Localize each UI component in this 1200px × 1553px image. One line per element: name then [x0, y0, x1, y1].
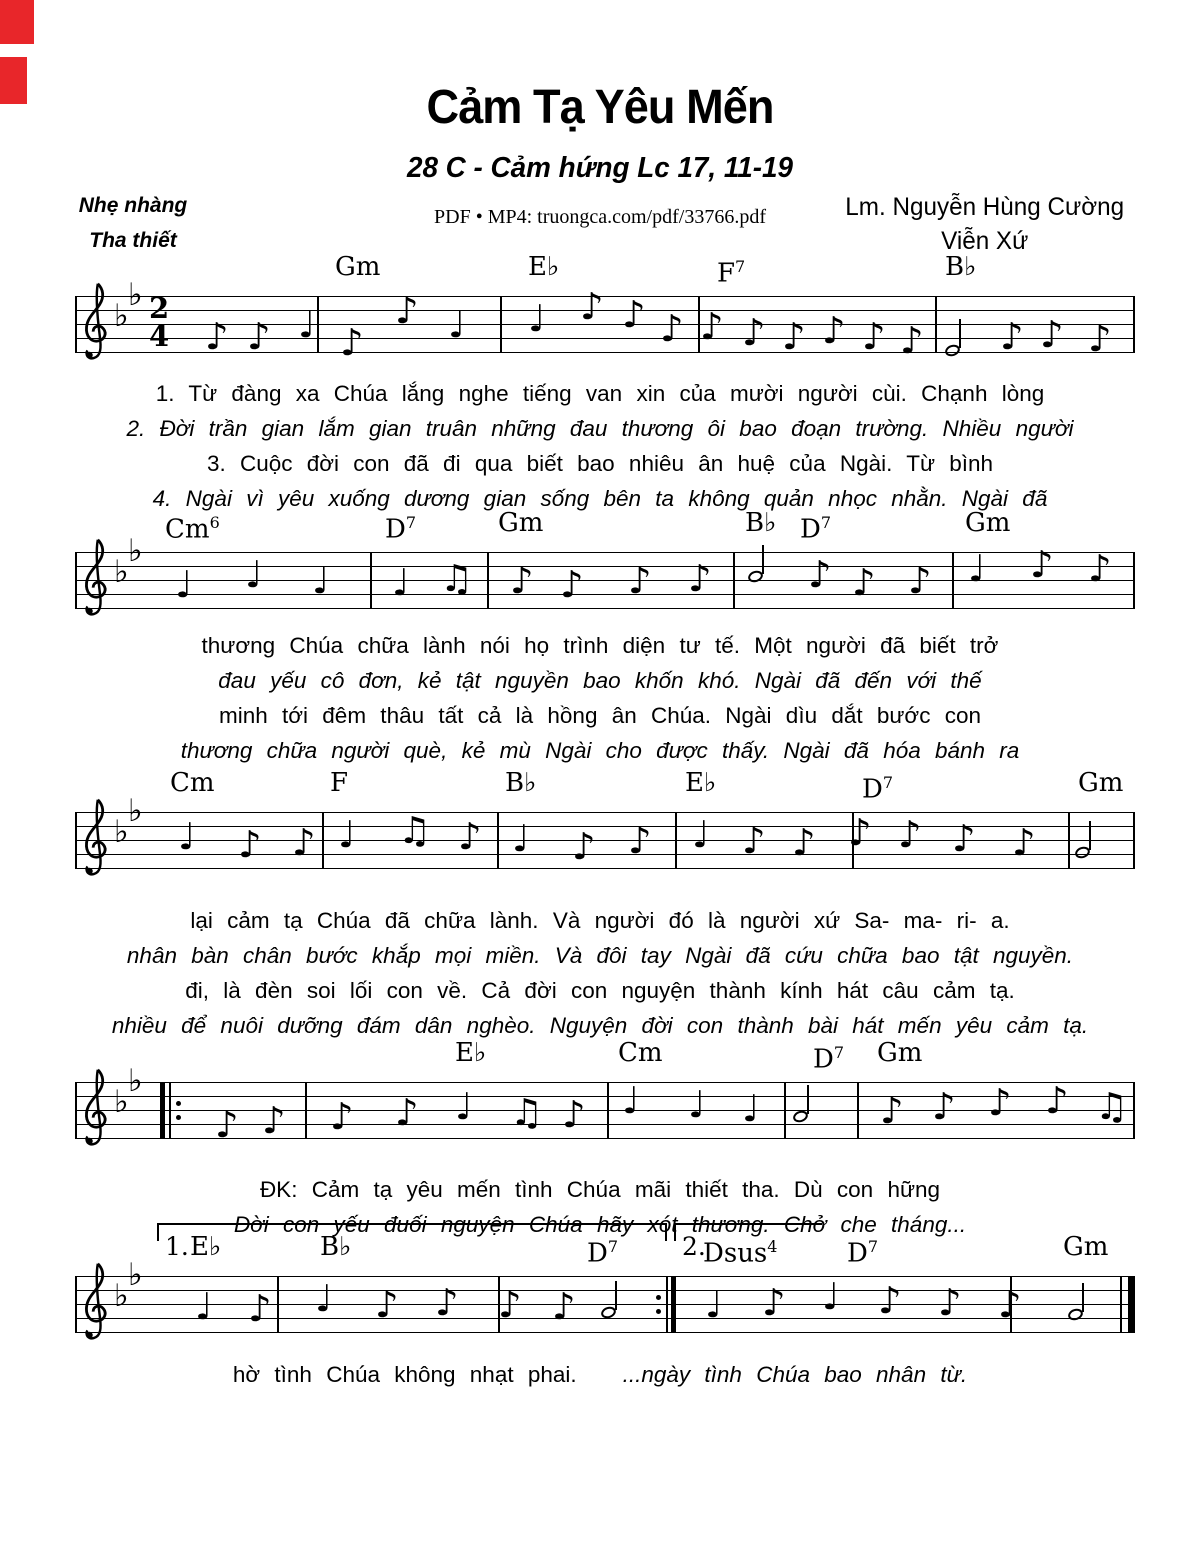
note-icon: ♩ [195, 1285, 213, 1328]
barline [733, 552, 735, 609]
chord-extension: 7 [833, 1043, 845, 1062]
barline [75, 1082, 77, 1139]
arranger-name: Viễn Xứ [940, 227, 1028, 255]
chord-root: D [847, 1238, 868, 1269]
note-icon: ♪ [848, 811, 872, 854]
chord-root: D [862, 774, 883, 805]
note-icon: ♪ [580, 285, 604, 328]
lyric-block [70, 903, 1130, 1043]
note-icon: ♩ [822, 1275, 840, 1318]
note-icon: ♪ [822, 309, 846, 352]
barline [75, 812, 77, 869]
note-icon: ♪ [375, 1283, 399, 1326]
chord-label [685, 770, 716, 796]
note-icon: ♪ [560, 563, 584, 606]
chord-label [505, 770, 536, 796]
chord-root: B♭ [945, 252, 977, 282]
chord-label [618, 1040, 663, 1066]
flat-sign-icon: ♭ [114, 554, 129, 590]
barline [75, 1276, 77, 1333]
chord-root: D [587, 1238, 608, 1269]
note-icon: ♪ [628, 819, 652, 862]
note-icon: ♩ [315, 1277, 333, 1320]
chord-root: E♭ [685, 768, 717, 798]
repeat-dot [176, 1115, 181, 1120]
lyric-block [70, 628, 1130, 768]
treble-clef-icon [78, 1259, 112, 1353]
note-icon: ♩ [705, 1283, 723, 1326]
note-icon: ♪ [852, 561, 876, 604]
staff-line [75, 608, 1135, 609]
chord-root: B♭ [320, 1232, 352, 1262]
treble-clef-icon [78, 279, 112, 373]
note-icon: ♩ [448, 303, 466, 346]
note-icon: ♪ [395, 289, 419, 332]
note-icon: ♩ [455, 1085, 473, 1128]
note-icon: ♪ [862, 315, 886, 358]
note-icon: ♪ [938, 1281, 962, 1324]
barline [675, 812, 677, 869]
note-icon: ♩ [245, 553, 263, 596]
chord-extension: 7 [820, 513, 832, 532]
barline [305, 1082, 307, 1139]
page-title: Cảm Tạ Yêu Mến [426, 81, 774, 134]
volta-label: 1. [165, 1232, 189, 1261]
note-icon: ♩ [298, 303, 316, 346]
repeat-dot [656, 1309, 661, 1314]
half-note-icon [1068, 1309, 1083, 1320]
note-icon: ♪ [292, 821, 316, 864]
note-icon: ♪ [808, 553, 832, 596]
chord-root: Gm [1078, 768, 1124, 798]
barline [75, 296, 77, 353]
chord-root: F [717, 258, 736, 289]
note-icon: ♪ [247, 315, 271, 358]
staff-system [0, 1038, 1200, 1146]
note-icon: ♩ [512, 817, 530, 860]
staff-line [75, 594, 1135, 595]
staff-line [75, 296, 1135, 297]
tempo-marking [68, 188, 198, 258]
final-barline [1120, 1276, 1122, 1333]
chord-extension: 7 [607, 1237, 619, 1256]
note-icon: ♩ [968, 547, 986, 590]
lyric-block [70, 1172, 1130, 1242]
chord-extension: 7 [882, 773, 894, 792]
chord-root: B♭ [745, 508, 777, 538]
lyric-line: minh tới đêm thâu tất cả là hồng ân Chúa. Ngài dìu dắt bước con [219, 703, 981, 728]
chord-extension: 4 [767, 1237, 778, 1256]
chord-label [1078, 770, 1123, 796]
staff-line [75, 338, 1135, 339]
note-icon: ♪ [1000, 315, 1024, 358]
composer-credit [845, 190, 1124, 258]
page-subtitle: 28 C - Cảm hứng Lc 17, 11-19 [406, 152, 794, 184]
note-icon: ♪ [572, 825, 596, 868]
note-icon: ♪ [622, 293, 646, 336]
half-note-icon [945, 345, 960, 356]
flat-sign-icon: ♭ [114, 1278, 129, 1314]
half-note-icon [601, 1307, 616, 1318]
note-icon: ♫ [1095, 1085, 1129, 1128]
note-icon: ♪ [330, 1095, 354, 1138]
note-icon: ♩ [688, 1083, 706, 1126]
flat-sign-icon: ♭ [114, 1084, 129, 1120]
lyric-line: thương Chúa chữa lành nói họ trình diện tư tế. Một người đã biết trở [201, 633, 999, 658]
lyric-line: 1. Từ đàng xa Chúa lắng nghe tiếng van xin của mười người cùi. Chạnh lòng [155, 381, 1045, 406]
note-icon: ♩ [338, 813, 356, 856]
barline [857, 1082, 859, 1139]
note-icon: ♪ [998, 1283, 1022, 1326]
note-icon: ♪ [932, 1085, 956, 1128]
barline [487, 552, 489, 609]
lyric-line: nhiều để nuôi dưỡng đám dân nghèo. Nguyện đời con thành bài hát mến yêu cảm tạ. [111, 1013, 1089, 1038]
repeat-dot [656, 1295, 661, 1300]
chord-extension: 7 [735, 257, 746, 276]
staff-line [75, 812, 1135, 813]
note-icon: ♪ [1012, 821, 1036, 864]
barline [317, 296, 319, 353]
staff-line [75, 1276, 1135, 1277]
chord-root: Gm [335, 252, 381, 282]
half-note-icon [748, 571, 763, 582]
lyric-line: đau yếu cô đơn, kẻ tật nguyền bao khốn khó. Ngài đã đến với thế [218, 668, 982, 693]
staff-line [75, 1290, 1135, 1291]
note-icon: ♪ [238, 823, 262, 866]
note-icon: ♩ [178, 815, 196, 858]
note-icon: ♩ [692, 813, 710, 856]
lyric-line: Đời con yếu đuối nguyện Chúa hãy xót thương. Chở che tháng... [233, 1212, 967, 1237]
barline [277, 1276, 279, 1333]
note-icon: ♪ [1088, 547, 1112, 590]
note-icon: ♪ [435, 1281, 459, 1324]
source-link-text: PDF • MP4: truongca.com/pdf/33766.pdf [434, 206, 766, 228]
barline [75, 552, 77, 609]
chord-root: B♭ [505, 768, 537, 798]
barline [370, 552, 372, 609]
barline [1133, 812, 1135, 869]
flat-sign-icon: ♭ [114, 814, 129, 850]
chord-extension: 7 [867, 1237, 879, 1256]
chord-label [813, 1040, 844, 1073]
end-repeat-thick-bar [671, 1276, 676, 1333]
barline [500, 296, 502, 353]
composer-name: Lm. Nguyễn Hùng Cường [844, 193, 1124, 221]
barline [1133, 1082, 1135, 1139]
chord-root: E♭ [528, 252, 560, 282]
barline [1133, 552, 1135, 609]
chord-label [945, 254, 976, 280]
barline [322, 812, 324, 869]
chord-root: Dsus [703, 1238, 768, 1269]
chord-label [330, 770, 348, 796]
final-thick-bar [1128, 1276, 1135, 1333]
lyric-line [70, 1356, 1130, 1394]
treble-clef-icon [78, 795, 112, 889]
note-icon: ♪ [395, 1091, 419, 1134]
note-icon: ♪ [762, 1281, 786, 1324]
note-icon: ♪ [262, 1099, 286, 1142]
barline [607, 1082, 609, 1139]
chord-root: Gm [1063, 1232, 1109, 1262]
flat-sign-icon: ♭ [128, 1063, 143, 1099]
lyric-line: lại cảm tạ Chúa đã chữa lành. Và người đó là người xứ Sa- ma- ri- a. [190, 908, 1010, 933]
note-icon: ♪ [205, 315, 229, 358]
chord-label [528, 254, 559, 280]
note-icon: ♪ [688, 557, 712, 600]
note-icon: ♪ [215, 1103, 239, 1146]
time-signature: 2 [149, 291, 170, 325]
staff-system [0, 508, 1200, 608]
staff-system [0, 252, 1200, 364]
barline [784, 1082, 786, 1139]
barline [1133, 296, 1135, 353]
barline [169, 1082, 171, 1139]
staff-line [75, 840, 1135, 841]
staff-line [75, 1332, 1135, 1333]
note-icon: ♪ [458, 815, 482, 858]
chord-root: Cm [618, 1038, 663, 1068]
staff-system [0, 768, 1200, 868]
note-icon: ♩ [622, 1079, 640, 1122]
barline [497, 812, 499, 869]
volta-label: 2. [682, 1232, 706, 1261]
chord-label [335, 254, 380, 280]
note-icon: ♪ [900, 319, 924, 362]
chord-label [170, 770, 215, 796]
lyric-block [70, 376, 1130, 516]
note-icon: ♪ [1088, 317, 1112, 360]
note-icon: ♪ [628, 559, 652, 602]
lyric-block [70, 1356, 1130, 1394]
lyric-line: nhân bàn chân bước khắp mọi miền. Và đôi tay Ngài đã cứu chữa bao tật nguyền. [126, 943, 1074, 968]
note-icon: ♪ [1030, 543, 1054, 586]
chord-extension: 7 [405, 513, 417, 532]
staff-line [75, 1096, 1135, 1097]
note-icon: ♩ [742, 1087, 760, 1130]
chord-root: Gm [965, 508, 1011, 538]
note-icon: ♫ [440, 557, 474, 600]
staff-line [75, 826, 1135, 827]
note-icon: ♪ [792, 821, 816, 864]
note-icon: ♪ [742, 311, 766, 354]
lyric-text: hờ tình Chúa không nhạt phai. [232, 1362, 577, 1387]
staff-line [75, 352, 1135, 353]
staff-line [75, 1304, 1135, 1305]
chord-label [877, 1040, 922, 1066]
staff-line [75, 854, 1135, 855]
staff-line [75, 1082, 1135, 1083]
note-icon: ♪ [880, 1089, 904, 1132]
note-icon: ♪ [952, 817, 976, 860]
note-icon: ♪ [1045, 1079, 1069, 1122]
lyric-text: ...ngày tình Chúa bao nhân từ. [622, 1362, 968, 1387]
note-icon: ♪ [510, 559, 534, 602]
note-icon: ♪ [908, 559, 932, 602]
note-icon: ♪ [552, 1285, 576, 1328]
repeat-dot [176, 1101, 181, 1106]
chord-root: D [385, 514, 406, 545]
lyric-line: ĐK: Cảm tạ yêu mến tình Chúa mãi thiết tha. Dù con hững [259, 1177, 941, 1202]
chord-root: Cm [165, 514, 210, 545]
note-icon: ♩ [312, 559, 330, 602]
time-signature: 4 [149, 319, 170, 353]
staff-line [75, 324, 1135, 325]
lyric-line: đi, là đèn soi lối con về. Cả đời con nguyện thành kính hát câu cảm tạ. [185, 978, 1015, 1003]
chord-root: Gm [877, 1038, 923, 1068]
note-icon: ♪ [782, 315, 806, 358]
chord-label [717, 254, 745, 287]
note-icon: ♩ [175, 563, 193, 606]
barline [935, 296, 937, 353]
chord-root: F [330, 768, 349, 798]
end-repeat-barline [666, 1276, 668, 1333]
lyric-line: 2. Đời trần gian lắm gian truân những đau thương ôi bao đoạn trường. Nhiều người [126, 416, 1074, 441]
note-icon: ♪ [742, 819, 766, 862]
treble-clef-icon [78, 1065, 112, 1159]
note-icon: ♪ [700, 305, 724, 348]
treble-clef-icon [78, 535, 112, 629]
flat-sign-icon: ♭ [128, 793, 143, 829]
chord-root: E♭ [190, 1232, 222, 1262]
note-icon: ♫ [398, 809, 432, 852]
flat-sign-icon: ♭ [128, 277, 143, 313]
flat-sign-icon: ♭ [128, 533, 143, 569]
chord-root: D [813, 1044, 834, 1075]
note-icon: ♪ [562, 1093, 586, 1136]
barline [1068, 812, 1070, 869]
chord-label [455, 1040, 486, 1066]
note-icon: ♪ [878, 1279, 902, 1322]
lyric-line: thương chữa người què, kẻ mù Ngài cho được thấy. Ngài đã hóa bánh ra [180, 738, 1020, 763]
lyric-line: 3. Cuộc đời con đã đi qua biết bao nhiêu ân huệ của Ngài. Từ bình [206, 451, 994, 476]
chord-extension: 6 [209, 513, 220, 532]
note-icon: ♪ [340, 321, 364, 364]
chord-root: Cm [170, 768, 215, 798]
note-icon: ♩ [528, 297, 546, 340]
staff-line [75, 868, 1135, 869]
chord-root: D [800, 514, 821, 545]
flat-sign-icon: ♭ [128, 1257, 143, 1293]
tempo-line-2: Tha thiết [89, 229, 177, 252]
note-icon: ♫ [510, 1091, 544, 1134]
flat-sign-icon: ♭ [114, 298, 129, 334]
note-icon: ♪ [498, 1283, 522, 1326]
note-icon: ♪ [988, 1081, 1012, 1124]
note-icon: ♪ [898, 813, 922, 856]
note-icon: ♩ [392, 561, 410, 604]
red-corner-mark [0, 57, 27, 104]
note-icon: ♪ [660, 307, 684, 350]
chord-root: Gm [498, 508, 544, 538]
chord-label [862, 770, 893, 803]
staff-system [0, 1232, 1200, 1332]
lyric-line: 4. Ngài vì yêu xuống dương gian sống bên ta không quản nhọc nhằn. Ngài đã [152, 486, 1048, 511]
barline [952, 552, 954, 609]
staff-line [75, 310, 1135, 311]
begin-repeat-barline [160, 1082, 165, 1139]
half-note-icon [1075, 847, 1090, 858]
note-icon: ♪ [1040, 313, 1064, 356]
tempo-line-1: Nhẹ nhàng [78, 194, 188, 217]
half-note-icon [793, 1111, 808, 1122]
red-corner-mark [0, 0, 34, 44]
note-icon: ♪ [248, 1287, 272, 1330]
chord-root: E♭ [455, 1038, 487, 1068]
